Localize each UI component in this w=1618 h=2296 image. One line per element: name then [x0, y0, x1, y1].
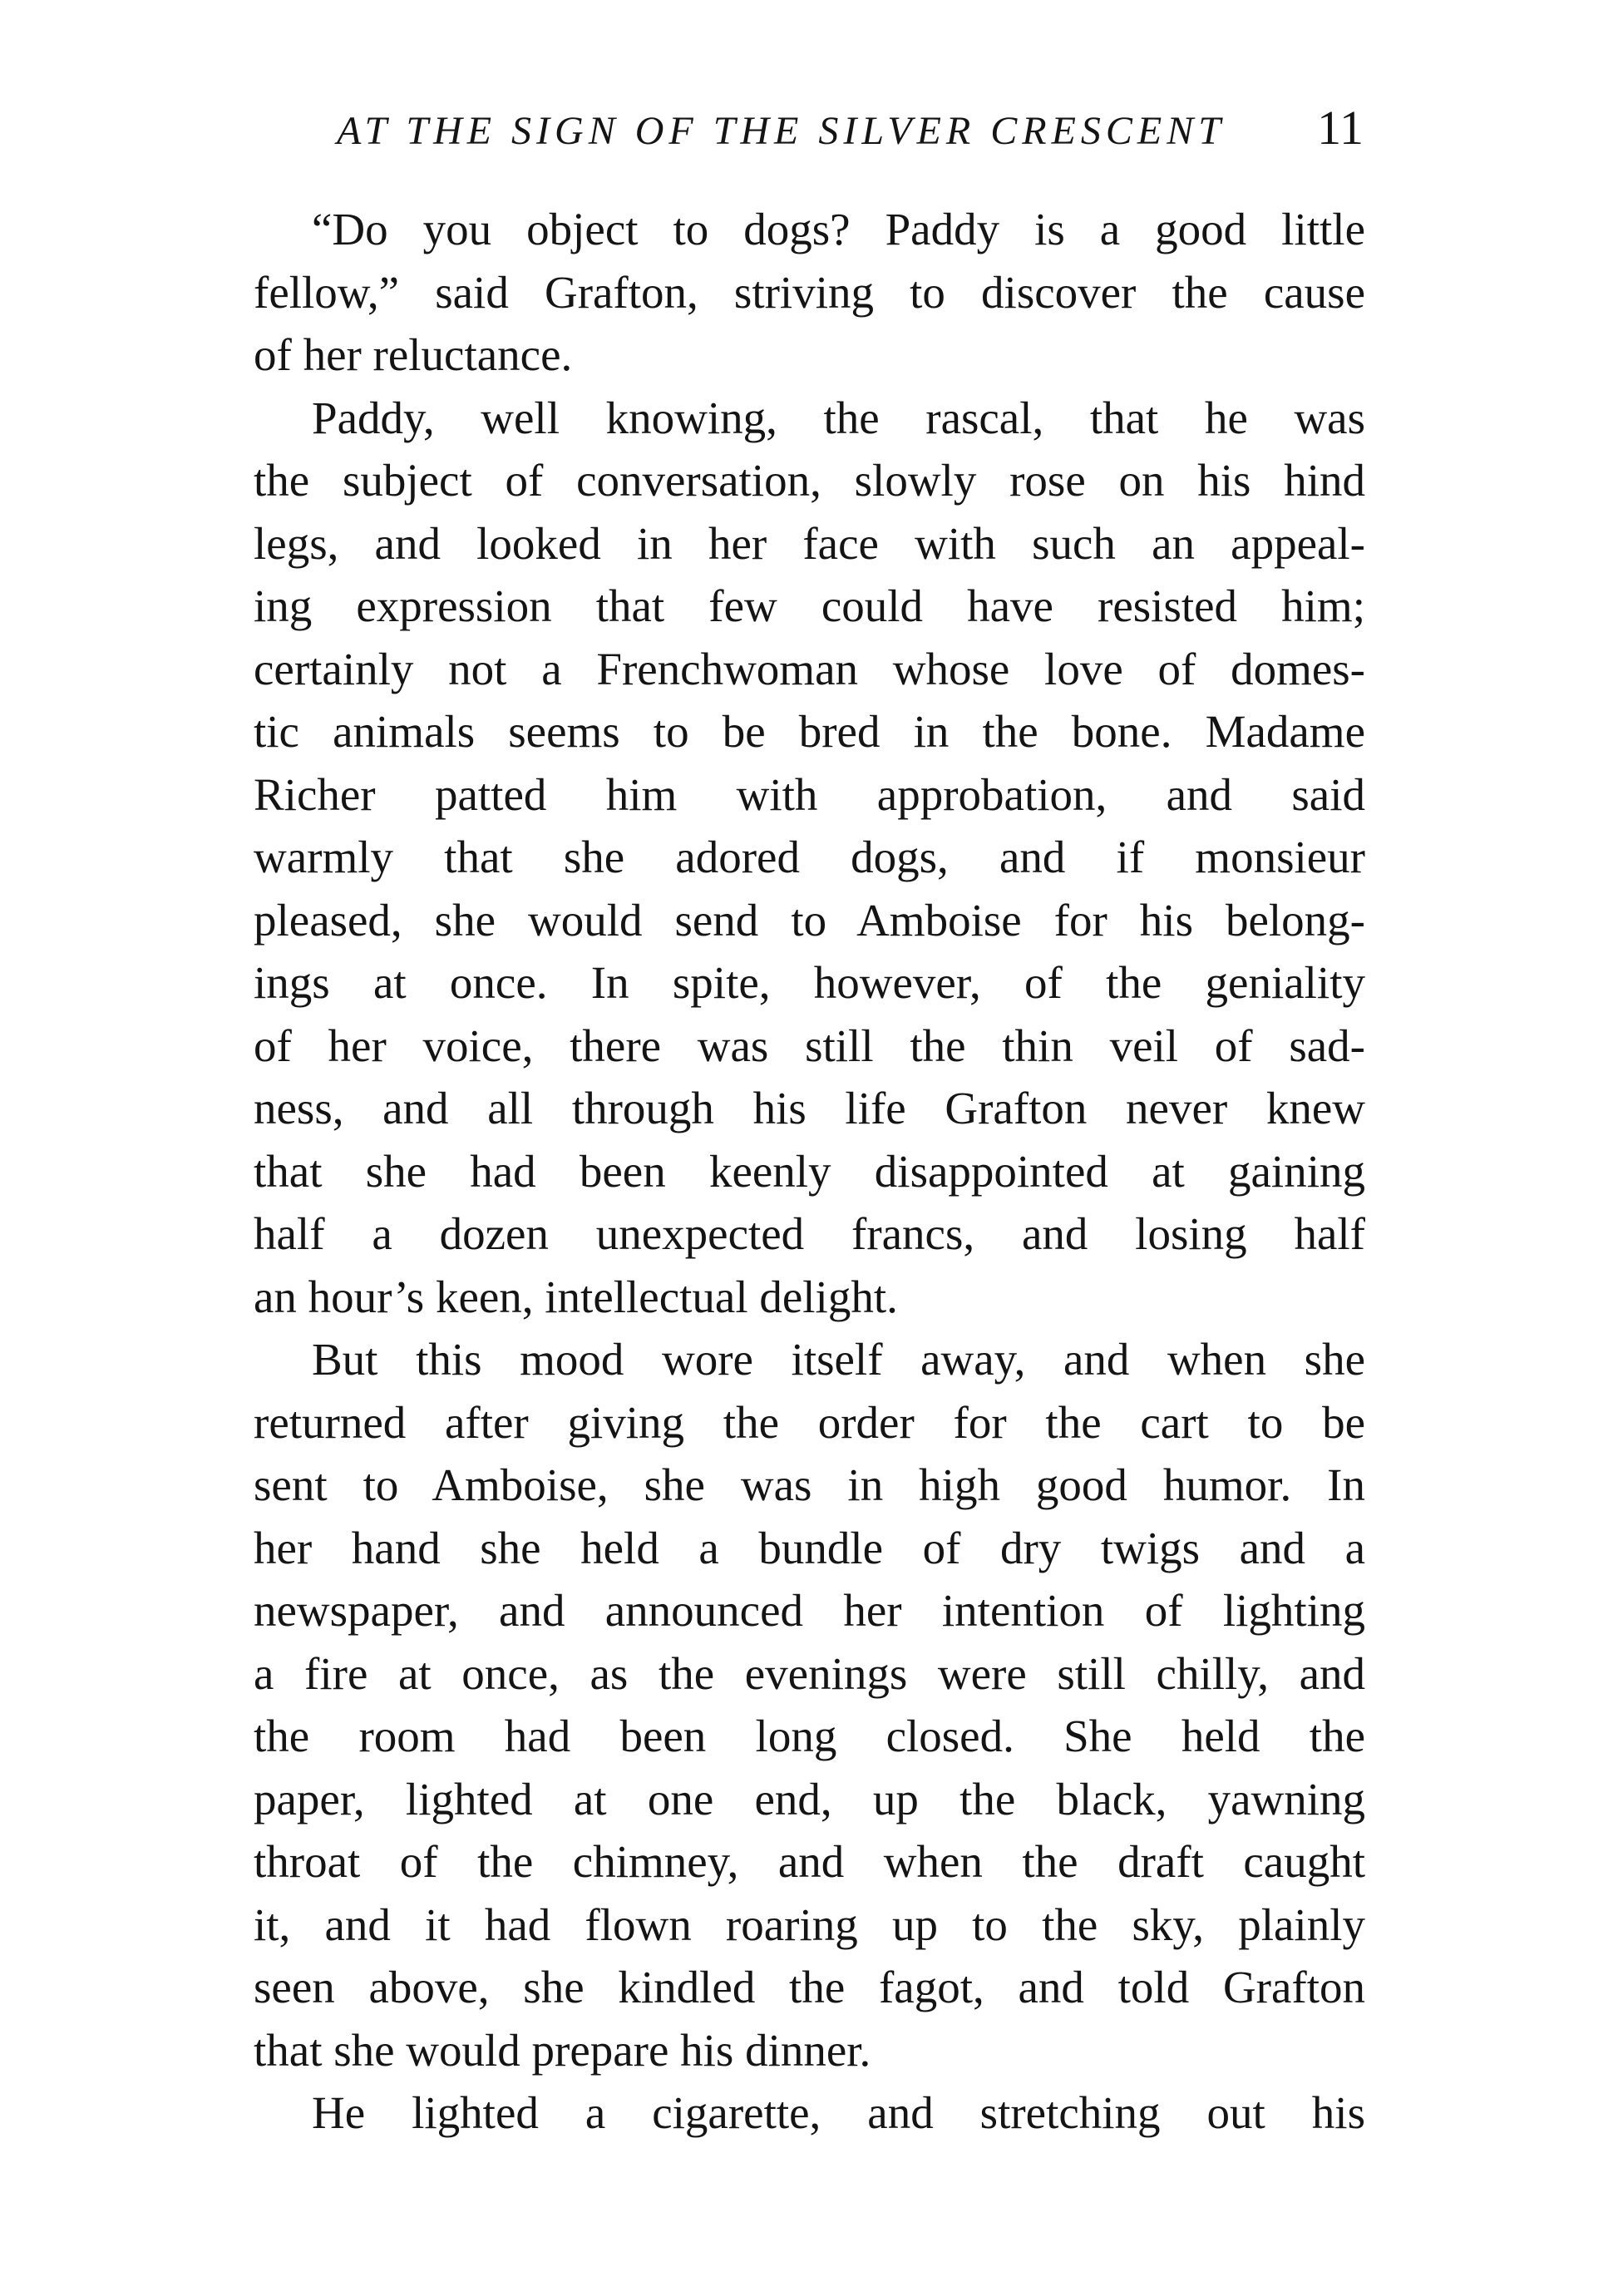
- text-line: it, and it had flown roaring up to the sky, plainly: [254, 1899, 1365, 1950]
- text-line: He lighted a cigarette, and stretching out his: [312, 2087, 1365, 2138]
- text-line: a fire at once, as the evenings were still chilly, and: [254, 1647, 1365, 1699]
- text-line: returned after giving the order for the cart to be: [254, 1396, 1365, 1448]
- text-line: Paddy, well knowing, the rascal, that he was: [312, 392, 1365, 443]
- text-line: half a dozen unexpected francs, and losing half: [254, 1208, 1365, 1259]
- text-line: sent to Amboise, she was in high good humor. In: [254, 1459, 1365, 1510]
- text-line: fellow,” said Grafton, striving to discover the cause: [254, 266, 1365, 318]
- running-head: [337, 98, 1364, 165]
- body-text: [254, 198, 1365, 2145]
- page-number: 11: [1317, 101, 1364, 155]
- text-line: ings at once. In spite, however, of the geniality: [254, 957, 1365, 1008]
- text-line: seen above, she kindled the fagot, and told Grafton: [254, 1962, 1365, 2012]
- text-line: her hand she held a bundle of dry twigs and a: [254, 1522, 1365, 1573]
- text-line: that she had been keenly disappointed at gaining: [254, 1145, 1365, 1197]
- text-line: “Do you object to dogs? Paddy is a good little: [312, 204, 1365, 254]
- text-line: Richer patted him with approbation, and said: [254, 768, 1365, 820]
- text-line: the room had been long closed. She held the: [254, 1711, 1365, 1761]
- text-line: certainly not a Frenchwoman whose love of domes-: [254, 643, 1365, 694]
- text-line: of her reluctance.: [254, 329, 573, 380]
- text-line: ing expression that few could have resisted him;: [254, 580, 1365, 631]
- text-line: tic animals seems to be bred in the bone. Madame: [254, 706, 1365, 757]
- text-line: ness, and all through his life Grafton never knew: [254, 1083, 1365, 1133]
- text-line: legs, and looked in her face with such an appeal-: [254, 517, 1365, 569]
- text-line: of her voice, there was still the thin veil of sad-: [254, 1020, 1365, 1071]
- text-line: warmly that she adored dogs, and if monsieur: [254, 832, 1365, 882]
- text-line: newspaper, and announced her intention of lighting: [254, 1585, 1365, 1636]
- text-line: an hour’s keen, intellectual delight.: [254, 1271, 898, 1322]
- text-line: paper, lighted at one end, up the black, yawning: [254, 1773, 1365, 1824]
- running-title: AT THE SIGN OF THE SILVER CRESCENT: [337, 109, 1226, 153]
- text-line: that she would prepare his dinner.: [254, 2024, 871, 2076]
- text-line: pleased, she would send to Amboise for his belong-: [254, 894, 1365, 946]
- text-line: But this mood wore itself away, and when she: [312, 1334, 1365, 1385]
- text-line: the subject of conversation, slowly rose on his hind: [254, 455, 1365, 506]
- text-line: throat of the chimney, and when the draft caught: [254, 1836, 1365, 1887]
